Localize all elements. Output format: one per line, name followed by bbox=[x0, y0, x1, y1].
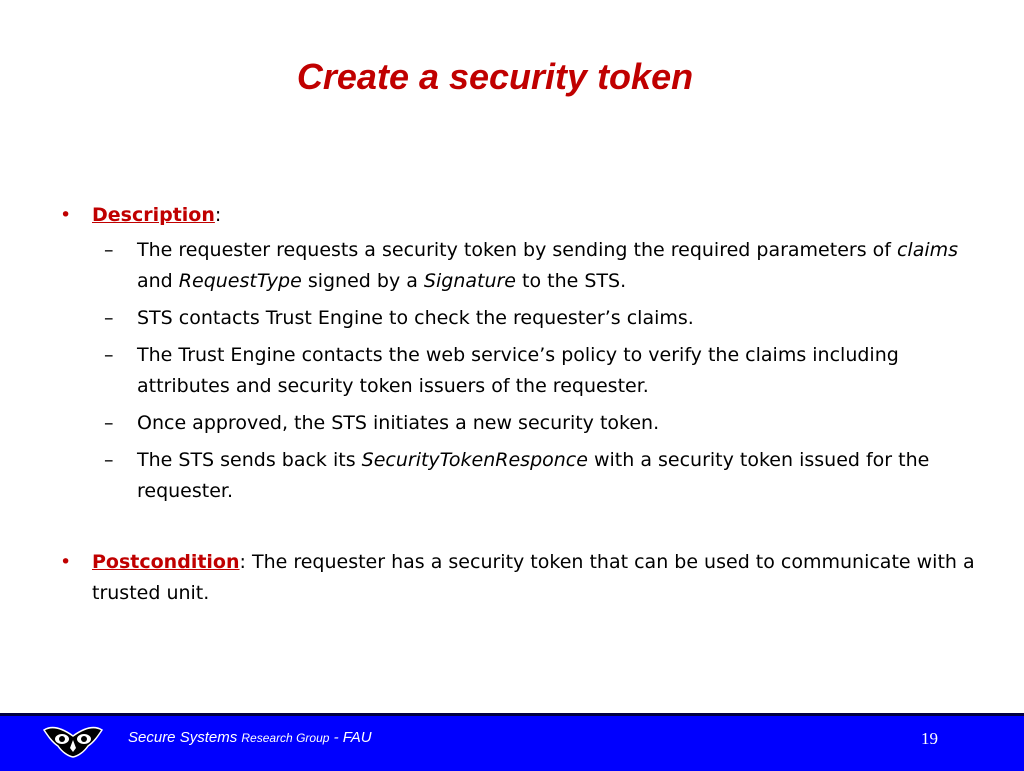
bullet-dot: • bbox=[60, 204, 72, 226]
item-text: and bbox=[137, 270, 179, 292]
dash-marker: – bbox=[104, 412, 114, 434]
footer-org-text bbox=[128, 729, 372, 747]
postcondition-text: : The requester has a security token that can be used to communicate with a trusted unit. bbox=[92, 551, 975, 604]
page-number: 19 bbox=[921, 729, 938, 748]
dash-marker: – bbox=[104, 344, 114, 366]
item-text: The requester requests a security token by sending the required parameters of bbox=[137, 239, 897, 261]
footer-org-name: Secure Systems bbox=[128, 729, 242, 746]
item-text: The Trust Engine contacts the web service’s policy to verify the claims including attributes and security token issuers of the requester. bbox=[137, 344, 899, 397]
item-italic-claims: claims bbox=[896, 239, 959, 261]
item-italic-requesttype: RequestType bbox=[178, 270, 302, 292]
item-text: The STS sends back its bbox=[137, 449, 362, 471]
footer-org-suffix: - FAU bbox=[329, 729, 372, 746]
list-item bbox=[60, 408, 990, 439]
slide-content bbox=[60, 200, 990, 609]
description-heading: Description bbox=[92, 204, 215, 226]
bullet-description bbox=[60, 200, 990, 231]
item-text: signed by a bbox=[301, 270, 424, 292]
item-italic-signature: Signature bbox=[423, 270, 516, 292]
footer-org-group: Research Group bbox=[241, 731, 330, 745]
postcondition-heading: Postcondition bbox=[92, 551, 240, 573]
list-item bbox=[60, 340, 990, 402]
bullet-postcondition bbox=[60, 547, 990, 609]
dash-marker: – bbox=[104, 307, 114, 329]
list-item bbox=[60, 445, 990, 507]
slide-title: Create a security token bbox=[296, 56, 694, 97]
item-text: Once approved, the STS initiates a new security token. bbox=[137, 412, 660, 434]
description-colon: : bbox=[214, 204, 222, 226]
item-text: STS contacts Trust Engine to check the requester’s claims. bbox=[137, 307, 694, 329]
footer-bar bbox=[0, 713, 1024, 771]
item-text: with a security token issued for the requester. bbox=[137, 449, 930, 502]
bullet-dot: • bbox=[60, 551, 72, 573]
description-list bbox=[60, 235, 990, 507]
dash-marker: – bbox=[104, 239, 114, 261]
item-text: to the STS. bbox=[516, 270, 627, 292]
dash-marker: – bbox=[104, 449, 114, 471]
item-italic-securitytokenresponce: SecurityTokenResponce bbox=[361, 449, 588, 471]
owl-logo-icon bbox=[42, 724, 104, 758]
list-item bbox=[60, 303, 990, 334]
list-item bbox=[60, 235, 990, 297]
spacer bbox=[60, 513, 990, 547]
